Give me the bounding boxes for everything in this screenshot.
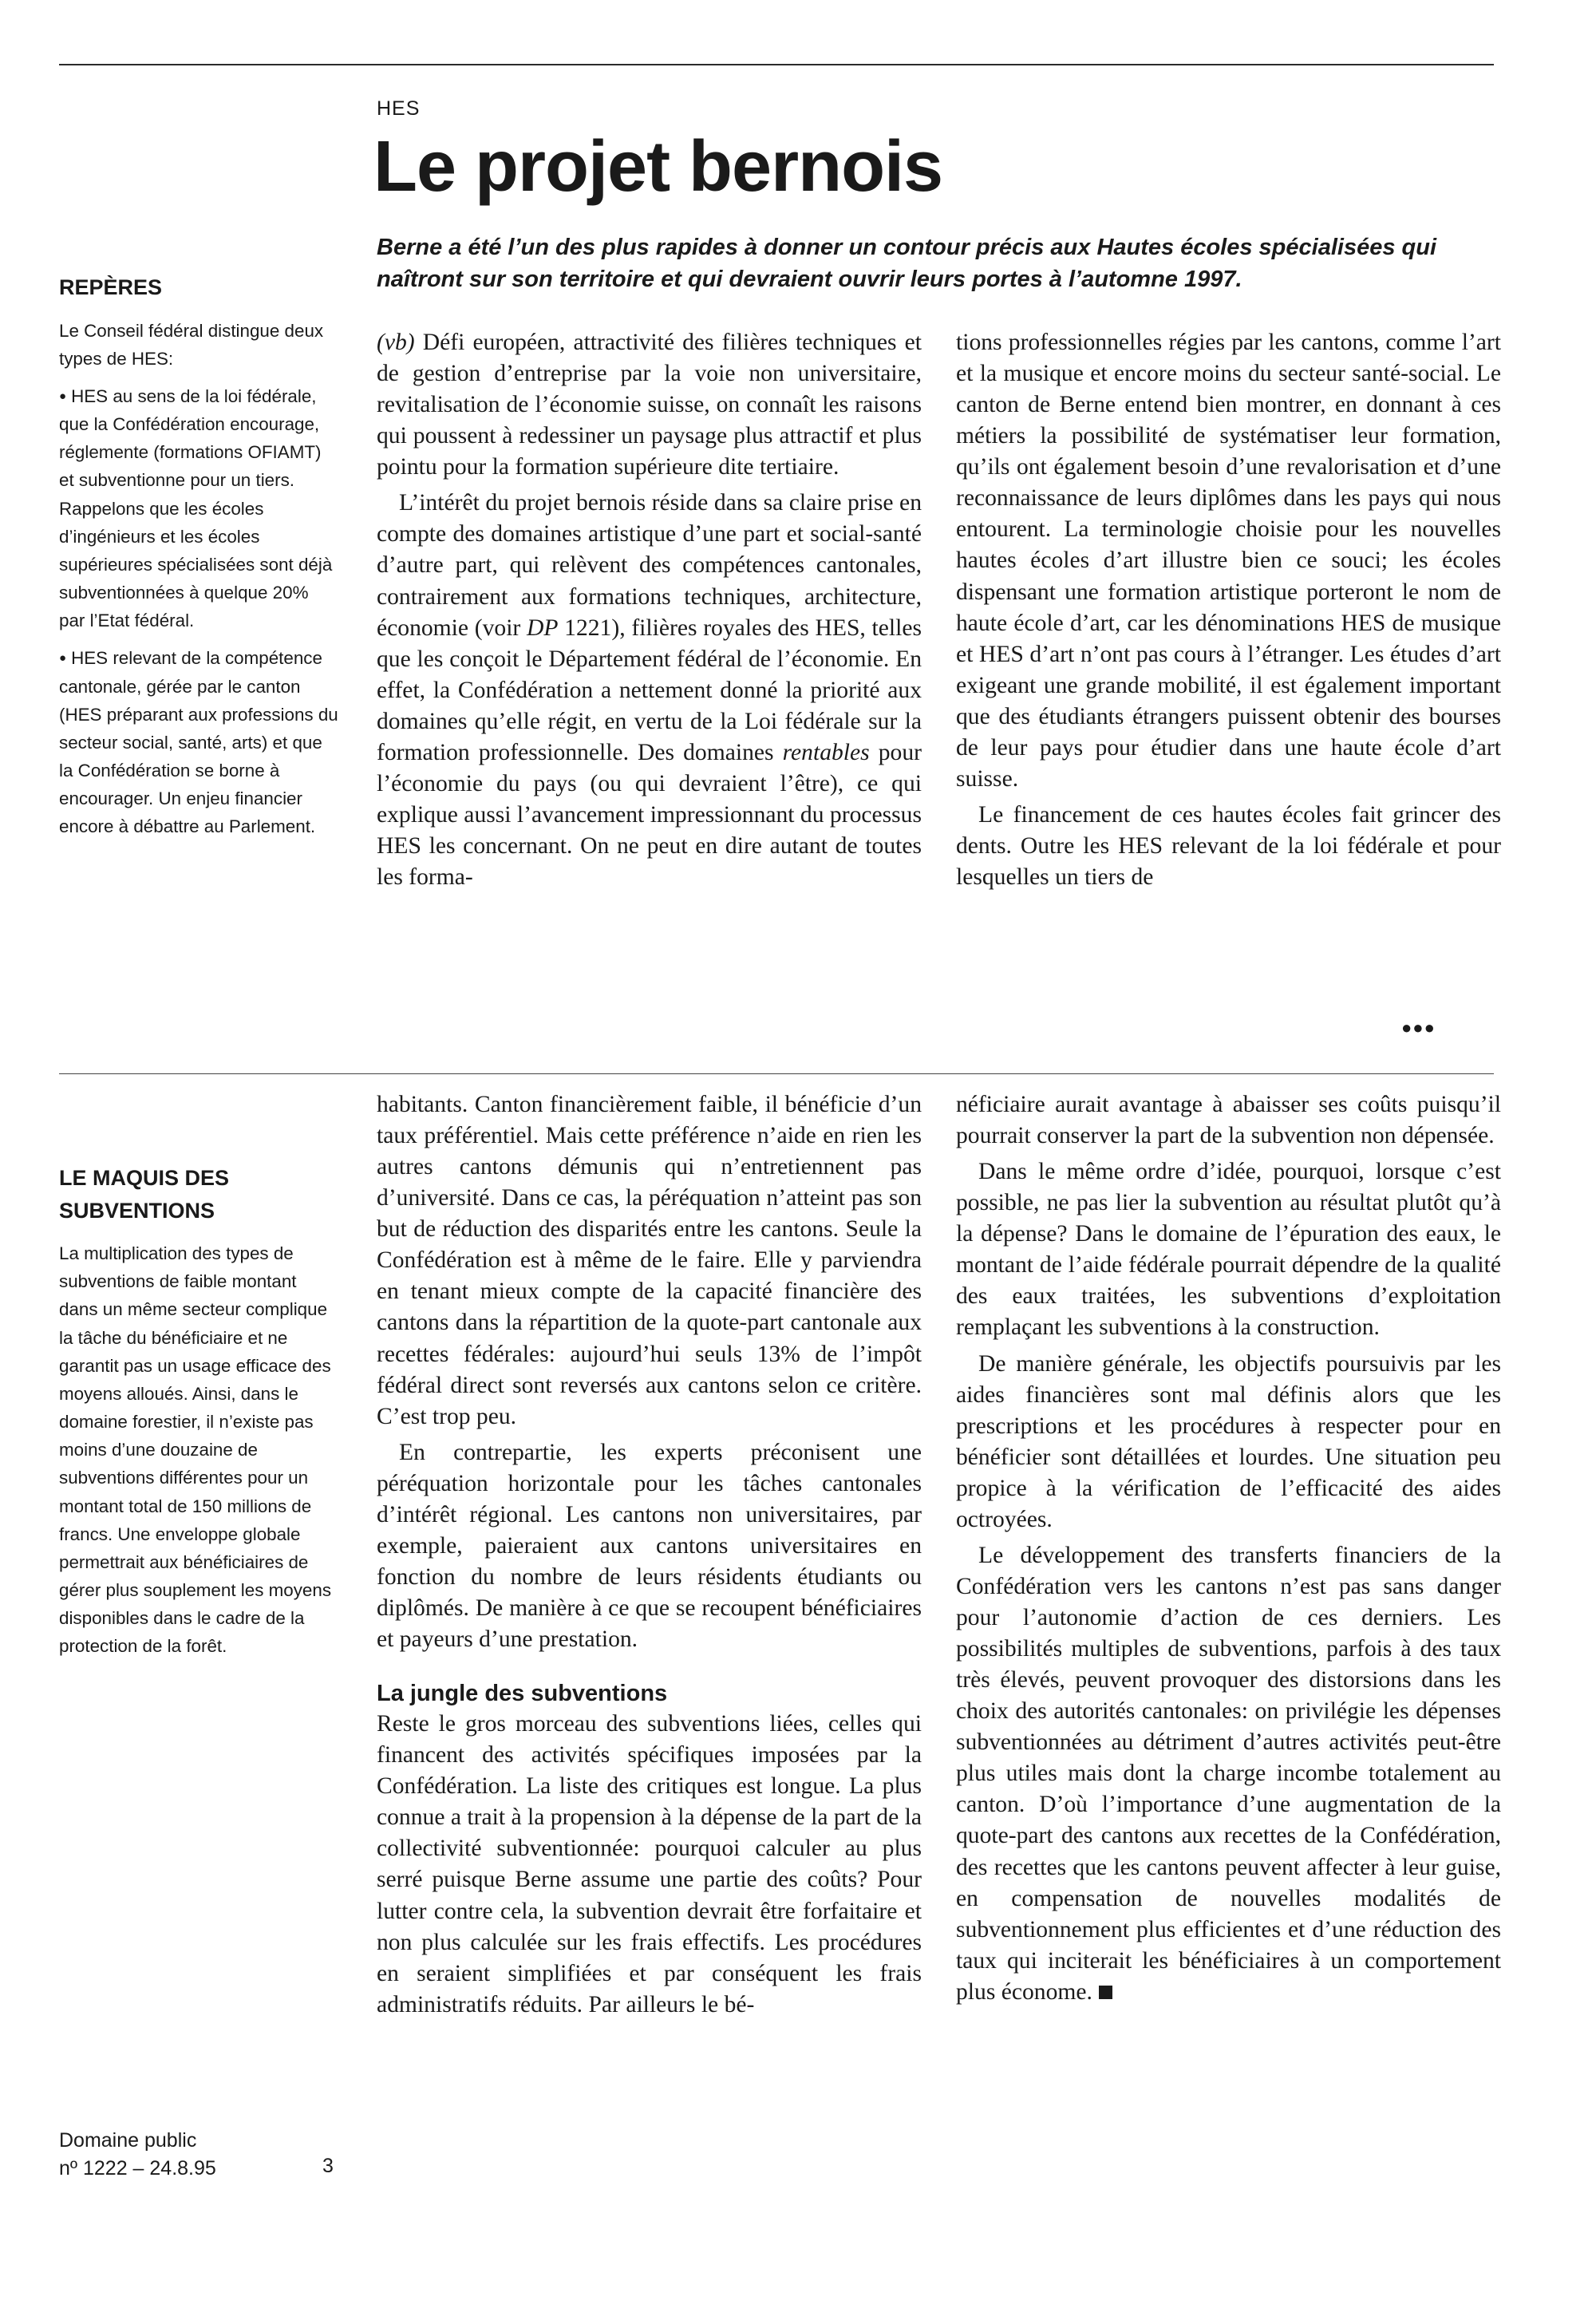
article-paragraph: tions professionnelles régies par les cantons, comme l’art et la musique et encore moins du secteur santé-social. Le canton de Berne entend bien montrer, en donnant à ces métiers la possibilité de systématiser leur formation, qu’ils ont également besoin d’une revalorisation et d’une reconnaissance de leurs diplômes dans les pays qui nous entourent. La terminologie choisie pour les nouvelles hautes écoles d’art illustre bien ce souci; les écoles dispensant une formation artistique porteront le nom de haute école d’art, car les dénominations HES de musique et HES d’art n’ont pas cours à l’étranger. Les études d’art exigeant une grande mobilité, il est également important que des étudiants étrangers puissent obtenir des bourses de leur pays pour étudier dans une haute école d’art suisse. xyxy=(956,330,1501,792)
sidebar-maquis-title: LE MAQUIS DES SUBVENTIONS xyxy=(59,1166,230,1223)
article-lead: Berne a été l’un des plus rapides à donner un contour précis aux Hautes écoles spécialisées qui naîtront sur son territoire et qui devraient ouvrir leurs portes à l’automne 1997. xyxy=(377,235,1436,293)
sidebar-maquis xyxy=(59,1162,338,1670)
article-paragraph: Reste le gros morceau des subventions liées, celles qui financent des activités spécifiques imposées par la Confédération. La liste des critiques est longue. La plus connue a trait à la propension à la dépense de la part de la collectivité subventionnée: pourquoi calculer au plus serré puisque Berne assume une partie des coûts? Pour lutter contre cela, la subvention devrait être forfaitaire et non plus calculée sur les frais effectifs. Les procédures en seraient simplifiées et par conséquent les frais administratifs réduits. Par ailleurs le bé- xyxy=(377,1711,922,2017)
continued-marker: ●●● xyxy=(1401,1018,1436,1037)
article-paragraph xyxy=(956,1540,1501,2008)
article-paragraph xyxy=(377,488,922,893)
end-of-article-mark xyxy=(1099,1986,1112,1999)
sidebar-reperes-bullet: ● HES relevant de la compétence cantonale, gérée par le canton (HES préparant aux professions du secteur social, santé, arts) et que la Confédération se borne à encourager. Un enjeu financier encore à débattre au Parlement. xyxy=(59,644,338,840)
footer-publication xyxy=(59,2127,216,2183)
sidebar-reperes-intro: Le Conseil fédéral distingue deux types de HES: xyxy=(59,320,324,369)
sidebar-maquis-text: La multiplication des types de subventions de faible montant dans un même secteur complique la tâche du bénéficiaire et ne garantit pas un usage efficace des moyens alloués. Ainsi, dans le domaine forestier, il n’existe pas moins d’une douzaine de subventions différentes pour un montant total de 150 millions de francs. Une enveloppe globale permettrait aux bénéficiaires de gérer plus souplement les moyens disponibles dans le cadre de la protection de la forêt. xyxy=(59,1243,332,1657)
article-column-2 xyxy=(956,327,1501,893)
paragraph-text: 1221), filières royales des HES, telles que les conçoit le Département fédéral de l’économie. En effet, la Confédération a nettement donné la priorité aux domaines qu’elle régit, en vertu de la Loi fédérale sur la formation professionnelle. Des domaines xyxy=(377,615,922,765)
top-rule xyxy=(59,64,1494,65)
article-paragraph: Le financement de ces hautes écoles fait grincer des dents. Outre les HES relevant de la loi fédérale et pour lesquelles un tiers de xyxy=(956,801,1501,891)
subheading: La jungle des subventions xyxy=(377,1681,668,1707)
article-column-4 xyxy=(956,1089,1501,2008)
paragraph-text: Le développement des transferts financiers de la Confédération vers les cantons n’est pas sans danger pour l’autonomie d’action de ces derniers. Les possibilités multiples de subventions, parfois à des taux très élevés, peuvent provoquer des distorsions dans les choix des autorités cantonales: on privilégie les dépenses subventionnées au détriment d’autres activités peut-être plus utiles mais dont la charge incombe totalement au canton. D’où l’importance d’une augmentation de la quote-part des cantons aux recettes de la Confédération, des recettes que les cantons peuvent affecter à leur guise, en compensation de nouvelles modalités de subventionnement plus efficientes et d’une réduction des taux qui inciterait les bénéficiaires à un comportement plus économe. xyxy=(956,1542,1501,2005)
paragraph-text: Défi européen, attractivité des filières techniques et de gestion d’entreprise par la voie non universitaire, revitalisation de l’économie suisse, on connaît les raisons qui poussent à redessiner un paysage plus attractif et plus pointu pour la formation supérieure dite tertiaire. xyxy=(377,330,922,480)
article-title: Le projet bernois xyxy=(373,127,943,207)
sidebar-reperes-title: REPÈRES xyxy=(59,275,163,299)
article-paragraph: En contrepartie, les experts préconisent une péréquation horizontale pour les tâches cantonales d’intérêt régional. Les cantons non universitaires, par exemple, paieraient aux cantons universitaires en fonction du nombre de leurs résidents étudiants ou diplômés. De manière à ce que se recoupent bénéficiaires et payeurs d’une prestation. xyxy=(377,1439,922,1653)
byline: (vb) xyxy=(377,330,415,355)
paragraph-text: pour l’économie du pays (ou qui devraient l’être), ce qui explique aussi l’avancement impressionnant du processus HES les concernant. On ne peut en dire autant de toutes les forma- xyxy=(377,739,922,891)
paragraph-text: L’intérêt du projet bernois réside dans sa claire prise en compte des domaines artistique d’une part et social-santé d’autre part, qui relèvent des compétences cantonales, contrairement aux formations techniques, architecture, économie (voir xyxy=(377,490,922,641)
article-paragraph: néficiaire aurait avantage à abaisser ses coûts puisqu’il pourrait conserver la part de la subvention non dépensée. xyxy=(956,1092,1501,1149)
page-number: 3 xyxy=(322,2155,334,2177)
section-divider xyxy=(59,1073,1494,1074)
section-kicker: HES xyxy=(377,97,421,120)
article-paragraph: De manière générale, les objectifs poursuivis par les aides financières sont mal définis alors que les prescriptions et les procédures à respecter pour en bénéficier sont détaillées et lourdes. Une situation peu propice à la vérification de l’efficacité des aides octroyées. xyxy=(956,1350,1501,1532)
article-paragraph: Dans le même ordre d’idée, pourquoi, lorsque c’est possible, ne pas lier la subvention au résultat plutôt qu’à la dépense? Dans le domaine de l’épuration des eaux, le montant de l’aide fédérale pourrait dépendre de la qualité des eaux traitées, les subventions d’exploitation remplaçant les subventions à la construction. xyxy=(956,1159,1501,1341)
sidebar-reperes xyxy=(59,271,338,851)
issue-info: nº 1222 – 24.8.95 xyxy=(59,2157,216,2179)
publication-name: Domaine public xyxy=(59,2129,197,2152)
emphasis: rentables xyxy=(782,739,870,765)
article-paragraph xyxy=(377,327,922,483)
article-column-3 xyxy=(377,1089,922,2021)
sidebar-reperes-bullet: ● HES au sens de la loi fédérale, que la Confédération encourage, réglemente (formations OFIAMT) et subventionne pour un tiers. Rappelons que les écoles d’ingénieurs et les écoles supérieures spécialisées sont déjà subventionnées à quelque 20% par l’Etat fédéral. xyxy=(59,382,338,635)
article-paragraph: habitants. Canton financièrement faible, il bénéficie d’un taux préférentiel. Mais cette préférence n’aide en rien les autres cantons démunis qui n’entretiennent pas d’université. Dans ce cas, la péréquation n’atteint pas son but de réduction des disparités entre les cantons. Seule la Confédération est à même de le faire. Elle y parviendra en tenant mieux compte de la capacité financière des cantons dans la répartition de la quote-part cantonale aux recettes fédérales: aujourd’hui seuls 13% de l’impôt fédéral direct sont reversés aux cantons selon ce critère. C’est trop peu. xyxy=(377,1092,922,1429)
article-column-1 xyxy=(377,327,922,893)
publication-ref: DP xyxy=(527,615,559,641)
